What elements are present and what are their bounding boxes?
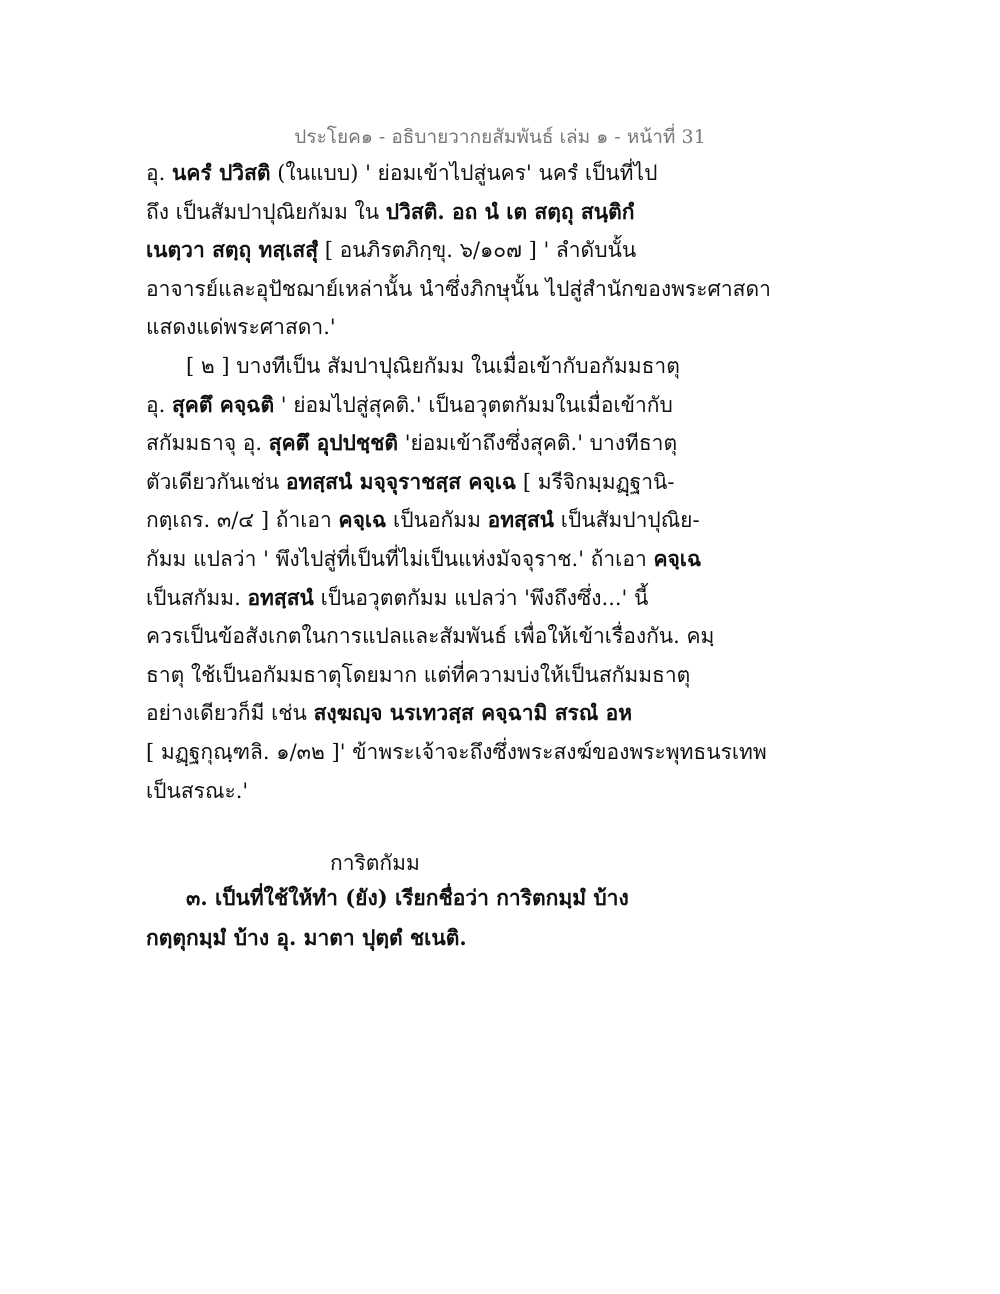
text-segment: [ ๒ ] บางทีเป็น สัมปาปุณิยกัมม ในเมื่อเข้ากับอกัมมธาตุ	[186, 354, 680, 378]
text-line	[146, 544, 701, 574]
text-segment: (ในแบบ) ' ย่อมเข้าไปสู่นคร' นครํ เป็นที่ไป	[270, 161, 658, 185]
text-segment: ควรเป็นข้อสังเกตในการแปลและสัมพันธ์ เพื่อให้เข้าเรื่องกัน. คมฺ	[146, 624, 715, 649]
text-segment: กตฺเถร. ๓/๔ ] ถ้าเอา	[146, 508, 339, 533]
text-segment: เป็นสัมปาปุณิย-	[554, 508, 700, 533]
text-line	[146, 776, 248, 806]
text-line	[146, 312, 336, 342]
bold-text: สุคตึ อุปปชฺชติ	[268, 430, 399, 456]
text-line	[186, 883, 629, 913]
text-line	[146, 583, 648, 613]
text-segment: อย่างเดียวก็มี เช่น	[146, 701, 314, 726]
text-segment: แสดงแด่พระศาสดา.'	[146, 315, 336, 340]
text-line	[186, 351, 680, 381]
text-segment: เป็นอกัมม	[386, 508, 488, 533]
text-line	[146, 505, 700, 535]
text-line	[146, 467, 675, 497]
text-segment: อาจารย์และอุปัชฌาย์เหล่านั้น นำซึ่งภิกษุนั้น ไปสู่สำนักของพระศาสดา	[146, 276, 771, 301]
bold-text: นครํ ปวิสติ	[171, 160, 271, 185]
text-segment: ' ย่อมไปสู่สุคติ.' เป็นอวุตตกัมมในเมื่อเข้ากับ	[274, 392, 673, 417]
text-segment: เป็นอวุตตกัมม แปลว่า 'พึงถึงซึ่ง...' นี้	[313, 585, 649, 610]
text-segment: อุ.	[146, 161, 172, 185]
text-segment: ถึง เป็นสัมปาปุณิยกัมม ใน	[146, 199, 386, 224]
bold-text: กตฺตุกมฺมํ บ้าง อุ. มาตา ปุตฺตํ ชเนติ.	[146, 925, 467, 950]
text-segment: [ มฏฺฐกุณฺฑลิ. ๑/๓๒ ]' ข้าพระเจ้าจะถึงซึ่งพระสงฆ์ของพระพุทธนรเทพ	[146, 740, 767, 764]
page-header: ประโยค๑ - อธิบายวากยสัมพันธ์ เล่ม ๑ - หน้าที่ 31	[294, 126, 706, 148]
bold-text: เนตฺวา สตฺถุ ทสฺเสสุํ	[146, 237, 319, 263]
bold-text: อทสฺสนํ มจฺจุราชสฺส คจฺเฉ	[285, 468, 517, 494]
bold-text: คจฺเฉ	[338, 507, 387, 533]
text-line	[146, 737, 767, 767]
text-line	[146, 197, 634, 227]
bold-text: คจฺเฉ	[653, 546, 702, 571]
bold-text: สุคตึ คจฺฉติ	[171, 391, 275, 417]
text-line	[146, 698, 632, 728]
section-title: การิตกัมม	[330, 851, 420, 875]
text-line	[146, 621, 714, 651]
text-line	[146, 274, 771, 304]
bold-text: อทสฺสนํ	[247, 584, 314, 610]
text-segment: กัมม แปลว่า ' พึงไปสู่ที่เป็นที่ไม่เป็นแห่งมัจจุราช.' ถ้าเอา	[146, 547, 654, 571]
text-line	[146, 923, 467, 953]
text-line	[146, 235, 636, 265]
bold-text: ปวิสติ. อถ นํ เต สตฺถุ สนฺติกํ	[385, 198, 635, 224]
bold-text: อทสฺสนํ	[487, 507, 555, 533]
text-segment: อุ.	[146, 392, 172, 417]
text-line	[146, 428, 677, 458]
text-segment: ธาตุ ใช้เป็นอกัมมธาตุโดยมาก แต่ที่ความบ่งให้เป็นสกัมมธาตุ	[146, 662, 691, 687]
bold-text: ๓. เป็นที่ใช้ให้ทำ (ยัง) เรียกชื่อว่า การิตกมฺมํ บ้าง	[186, 885, 629, 910]
text-segment: 'ย่อมเข้าถึงซึ่งสุคติ.' บางทีธาตุ	[398, 431, 678, 456]
text-segment: [ อนภิรตภิกฺขุ. ๖/๑๐๗ ] ' ลำดับนั้น	[318, 238, 637, 263]
text-line	[146, 158, 657, 188]
text-segment: [ มรีจิกมฺมฏฺฐานิ-	[516, 469, 675, 494]
text-line	[146, 660, 690, 690]
text-line	[146, 390, 673, 420]
text-segment: ตัวเดียวกันเช่น	[146, 469, 286, 494]
text-segment: สกัมมธาจุ อุ.	[146, 431, 269, 456]
text-segment: เป็นสกัมม.	[146, 585, 248, 610]
bold-text: สงฺฆญฺจ นรเทวสฺส คจฺฉามิ สรณํ อห	[313, 700, 633, 726]
text-segment: เป็นสรณะ.'	[146, 778, 249, 803]
